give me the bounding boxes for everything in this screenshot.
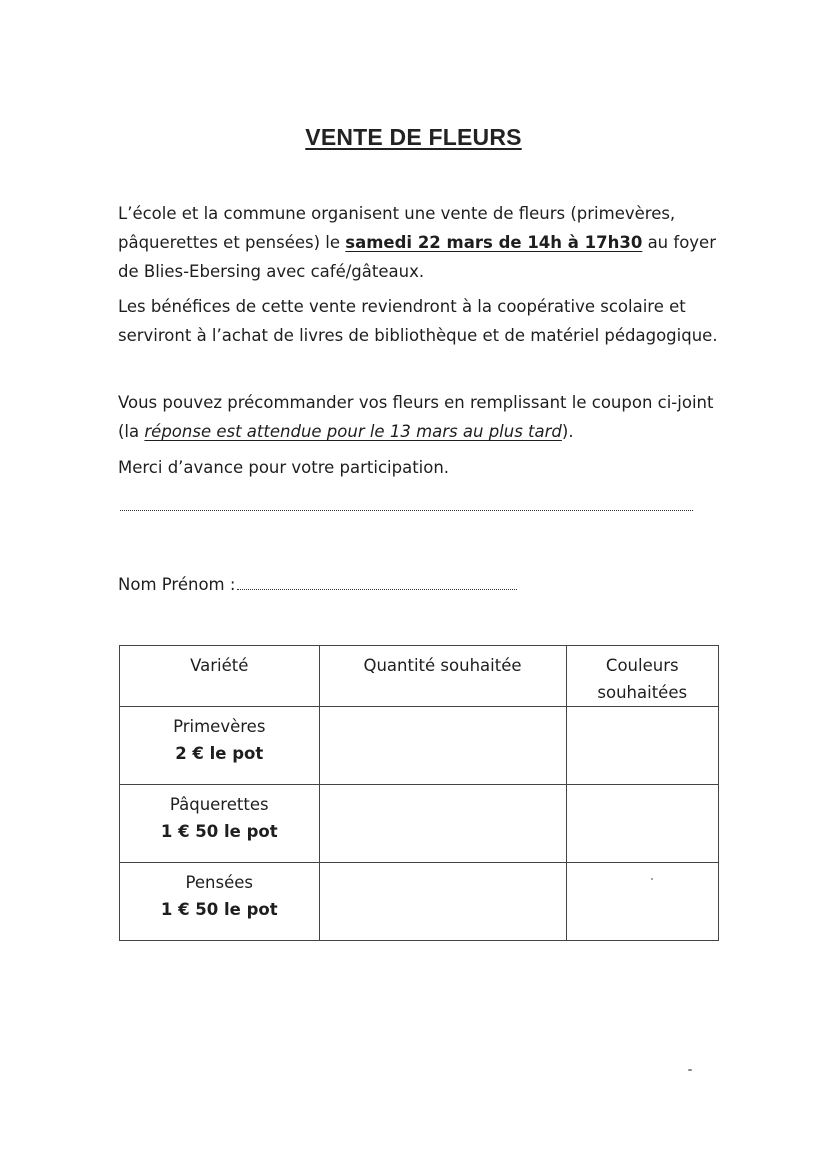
variety-name: Pensées xyxy=(185,873,253,892)
cut-line xyxy=(120,510,693,511)
announcement-text-start: L’école et la commune organisent une vente de fleurs (primevères, pâquerettes et pensées) le xyxy=(118,204,676,252)
scan-speck xyxy=(688,1069,692,1071)
event-date: samedi 22 mars de 14h à 17h30 xyxy=(345,233,643,252)
variety-price: 2 € le pot xyxy=(175,744,264,763)
variety-name: Pâquerettes xyxy=(169,795,269,814)
profits-paragraph: Les bénéfices de cette vente reviendront à la coopérative scolaire et serviront à l’achat de livres de bibliothèque et de matériel pédagogique. xyxy=(118,297,718,345)
quantity-cell[interactable] xyxy=(319,863,566,941)
variety-name: Primevères xyxy=(173,717,266,736)
table-row xyxy=(120,707,719,785)
colors-cell[interactable] xyxy=(566,785,719,863)
announcement-paragraph xyxy=(118,199,718,286)
variety-cell xyxy=(120,707,320,785)
thanks-paragraph: Merci d’avance pour votre participation. xyxy=(118,458,450,477)
announcement-text-end: au foyer de Blies-Ebersing avec café/gâteaux. xyxy=(118,233,716,281)
header-variety: Variété xyxy=(120,646,320,707)
header-quantity: Quantité souhaitée xyxy=(319,646,566,707)
order-coupon-table xyxy=(119,645,719,941)
colors-cell[interactable] xyxy=(566,707,719,785)
name-field-label: Nom Prénom : xyxy=(118,575,236,594)
name-field-row xyxy=(118,570,517,599)
table-row xyxy=(120,863,719,941)
variety-cell xyxy=(120,785,320,863)
variety-price: 1 € 50 le pot xyxy=(160,822,278,841)
table-header-row xyxy=(120,646,719,707)
table-row xyxy=(120,785,719,863)
quantity-cell[interactable] xyxy=(319,785,566,863)
page-title: VENTE DE FLEURS xyxy=(305,124,522,150)
scan-speck xyxy=(651,878,653,880)
name-field-dotted-line[interactable] xyxy=(237,571,517,590)
preorder-paragraph xyxy=(118,388,718,446)
header-colors: Couleurs souhaitées xyxy=(566,646,719,707)
variety-price: 1 € 50 le pot xyxy=(160,900,278,919)
colors-cell[interactable] xyxy=(566,863,719,941)
response-deadline: réponse est attendue pour le 13 mars au plus tard xyxy=(144,422,562,441)
quantity-cell[interactable] xyxy=(319,707,566,785)
variety-cell xyxy=(120,863,320,941)
preorder-text-end: ). xyxy=(561,422,574,441)
preorder-text-start: Vous pouvez précommander vos fleurs en remplissant le coupon ci-joint (la xyxy=(118,393,714,441)
